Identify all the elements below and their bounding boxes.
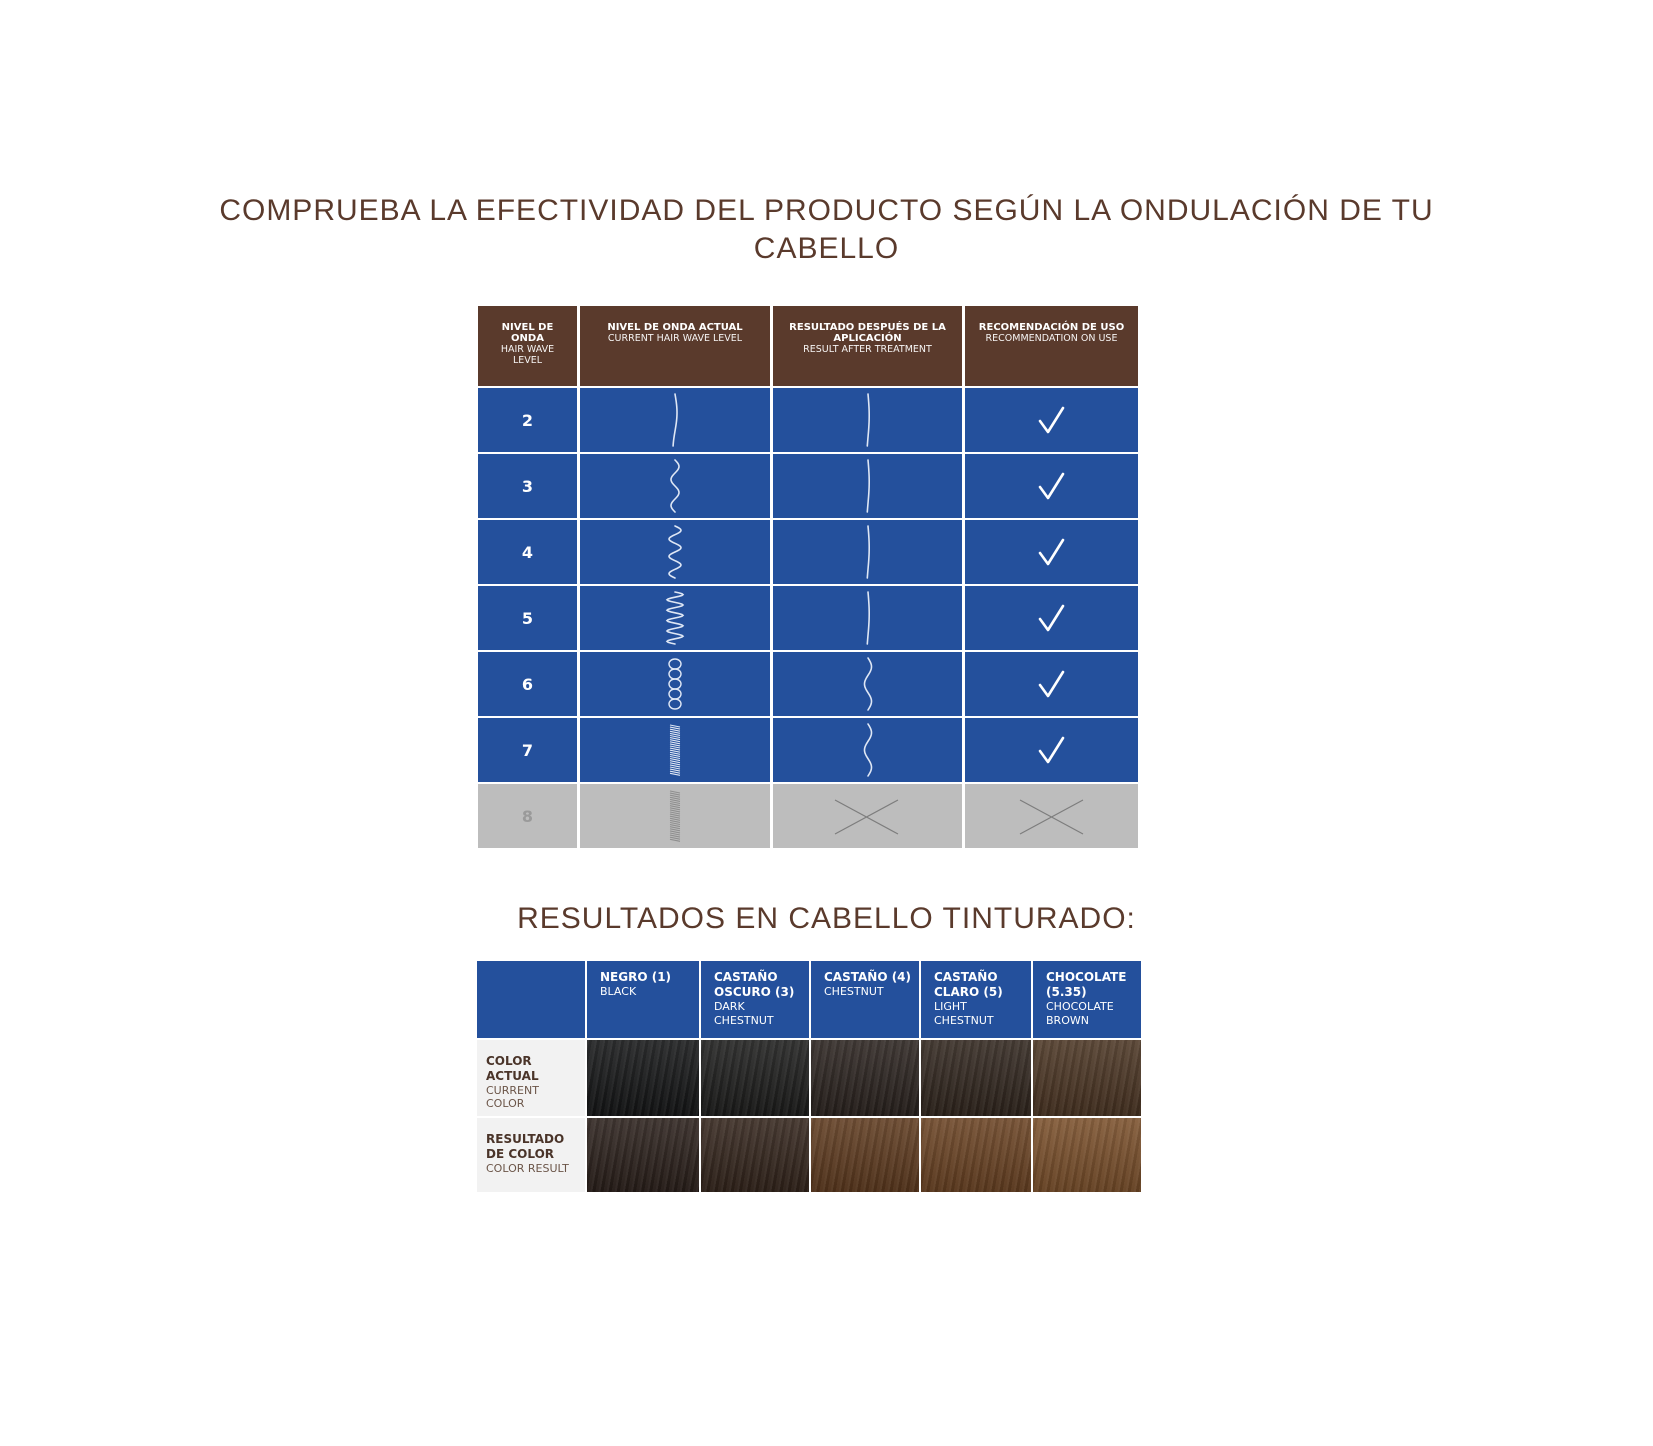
check-icon [965, 718, 1138, 782]
shade-column-header [701, 961, 809, 1038]
shade-name-en: CHESTNUT [824, 985, 884, 998]
cross-icon [965, 784, 1138, 848]
wave-level-7-icon [580, 718, 770, 782]
header-label-en: HAIR WAVE LEVEL [500, 344, 555, 366]
recommendation-cell [965, 454, 1138, 518]
shade-column-header [587, 961, 699, 1038]
check-icon [965, 454, 1138, 518]
hair-color-swatch [587, 1118, 699, 1192]
row-label-en: COLOR RESULT [486, 1162, 569, 1175]
table-corner [477, 961, 585, 1038]
cross-icon [773, 784, 962, 848]
recommendation-cell [965, 718, 1138, 782]
header-label-es: NIVEL DE ONDA ACTUAL [607, 322, 743, 333]
color-section-title: RESULTADOS EN CABELLO TINTURADO: [517, 902, 1136, 935]
straight-hair-icon [773, 388, 962, 452]
header-label-en: RECOMMENDATION ON USE [985, 333, 1118, 344]
header-label-es: NIVEL DE ONDA [501, 322, 554, 344]
wave-level-4-icon [580, 520, 770, 584]
shade-column-header [921, 961, 1031, 1038]
wave-level-cell: 2 [478, 388, 577, 452]
recommendation-cell [965, 784, 1138, 848]
shade-name-es: CHOCOLATE (5.35) [1046, 970, 1127, 999]
wave-level-cell: 4 [478, 520, 577, 584]
wave-level-5-icon [580, 586, 770, 650]
shade-name-es: NEGRO (1) [600, 970, 672, 984]
color-row-label [477, 1040, 585, 1116]
hair-color-swatch [701, 1118, 809, 1192]
header-label-es: RESULTADO DESPUÉS DE LA APLICACIÓN [789, 322, 946, 344]
shade-name-en: DARK CHESTNUT [714, 1000, 774, 1027]
current-wave-cell [580, 586, 770, 650]
wave-table-header [965, 306, 1138, 386]
result-after-treatment-cell [773, 586, 962, 650]
hair-color-swatch [1033, 1118, 1141, 1192]
header-label-en: RESULT AFTER TREATMENT [803, 344, 932, 355]
wave-table-header [773, 306, 962, 386]
straight-hair-icon [773, 454, 962, 518]
result-after-treatment-cell [773, 454, 962, 518]
shade-column-header [811, 961, 919, 1038]
hair-color-swatch [587, 1040, 699, 1116]
result-after-treatment-cell [773, 718, 962, 782]
result-after-treatment-cell [773, 784, 962, 848]
wave-level-8-icon [580, 784, 770, 848]
result-after-treatment-cell [773, 520, 962, 584]
current-wave-cell [580, 652, 770, 716]
slight-wave-icon [773, 652, 962, 716]
shade-name-en: BLACK [600, 985, 637, 998]
result-after-treatment-cell [773, 652, 962, 716]
wave-level-cell: 7 [478, 718, 577, 782]
wave-level-cell: 8 [478, 784, 577, 848]
shade-name-es: CASTAÑO OSCURO (3) [714, 970, 795, 999]
hair-color-swatch [811, 1118, 919, 1192]
wave-table-header [478, 306, 577, 386]
hair-color-swatch [701, 1040, 809, 1116]
straight-hair-icon [773, 520, 962, 584]
row-label-en: CURRENT COLOR [486, 1084, 539, 1110]
wave-section-title: COMPRUEBA LA EFECTIVIDAD DEL PRODUCTO SEGÚN LA ONDULACIÓN DE TU CABELLO [219, 194, 1434, 265]
wave-level-6-icon [580, 652, 770, 716]
recommendation-cell [965, 388, 1138, 452]
check-icon [965, 586, 1138, 650]
check-icon [965, 388, 1138, 452]
shade-name-es: CASTAÑO (4) [824, 970, 912, 984]
hair-color-swatch [921, 1040, 1031, 1116]
recommendation-cell [965, 520, 1138, 584]
hair-color-swatch [921, 1118, 1031, 1192]
shade-name-es: CASTAÑO CLARO (5) [934, 970, 1003, 999]
check-icon [965, 652, 1138, 716]
color-row-label [477, 1118, 585, 1192]
header-label-es: RECOMENDACIÓN DE USO [978, 322, 1125, 333]
dyed-hair-results-table [477, 961, 1141, 1192]
row-label-es: RESULTADO DE COLOR [486, 1132, 565, 1161]
header-label-en: CURRENT HAIR WAVE LEVEL [607, 333, 743, 344]
current-wave-cell [580, 388, 770, 452]
recommendation-cell [965, 586, 1138, 650]
wave-table-header [580, 306, 770, 386]
current-wave-cell [580, 454, 770, 518]
current-wave-cell [580, 784, 770, 848]
shade-name-en: CHOCOLATE BROWN [1046, 1000, 1114, 1027]
check-icon [965, 520, 1138, 584]
hair-color-swatch [1033, 1040, 1141, 1116]
wave-level-cell: 6 [478, 652, 577, 716]
result-after-treatment-cell [773, 388, 962, 452]
current-wave-cell [580, 718, 770, 782]
wave-level-3-icon [580, 454, 770, 518]
current-wave-cell [580, 520, 770, 584]
shade-name-en: LIGHT CHESTNUT [934, 1000, 994, 1027]
wave-level-cell: 5 [478, 586, 577, 650]
row-label-es: COLOR ACTUAL [486, 1054, 539, 1083]
recommendation-cell [965, 652, 1138, 716]
slight-wave-icon [773, 718, 962, 782]
shade-column-header [1033, 961, 1141, 1038]
straight-hair-icon [773, 586, 962, 650]
wave-level-table [478, 306, 1138, 852]
hair-color-swatch [811, 1040, 919, 1116]
wave-level-2-icon [580, 388, 770, 452]
wave-level-cell: 3 [478, 454, 577, 518]
